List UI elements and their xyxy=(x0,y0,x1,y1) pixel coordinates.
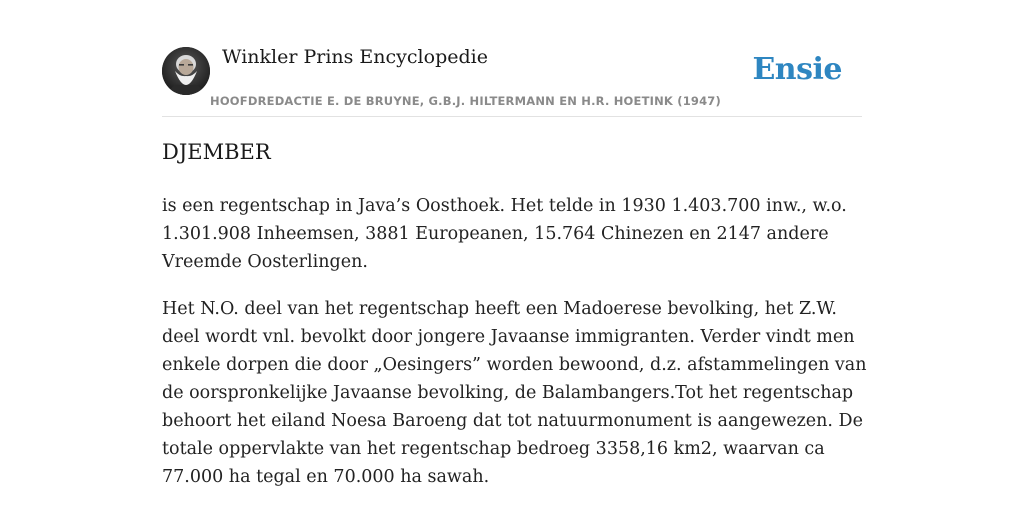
author-avatar xyxy=(162,47,210,95)
bearded-portrait-icon xyxy=(162,47,210,95)
header xyxy=(162,44,862,117)
entry-paragraph: Het N.O. deel van het regentschap heeft een Madoerese bevolking, het Z.W. deel wordt vnl. bevolkt door jongere Javaanse immigranten. Verder vindt men enkele dorpen die door „Oesingers” worden bewoond, d.z. afstammelingen van de oorspronkelijke Javaanse bevolking, de Balambangers.Tot het regentschap behoort het eiland Noesa Baroeng dat tot natuurmonument is aangewezen. De totale oppervlakte van het regentschap bedroeg 3358,16 km2, waarvan ca 77.000 ha tegal en 70.000 ha sawah. xyxy=(162,299,867,487)
entry-title: DJEMBER xyxy=(162,140,271,164)
entry-body xyxy=(162,192,874,510)
ensie-logo-link[interactable]: Ensie xyxy=(752,52,842,87)
editors-subtitle: HOOFDREDACTIE E. DE BRUYNE, G.B.J. HILTERMANN EN H.R. HOETINK (1947) xyxy=(210,94,721,108)
entry-paragraph: is een regentschap in Java’s Oosthoek. Het telde in 1930 1.403.700 inw., w.o. 1.301.908 Inheemsen, 3881 Europeanen, 15.764 Chinezen en 2147 andere Vreemde Oosterlingen. xyxy=(162,196,847,272)
site-title-link[interactable]: Winkler Prins Encyclopedie xyxy=(222,46,488,68)
